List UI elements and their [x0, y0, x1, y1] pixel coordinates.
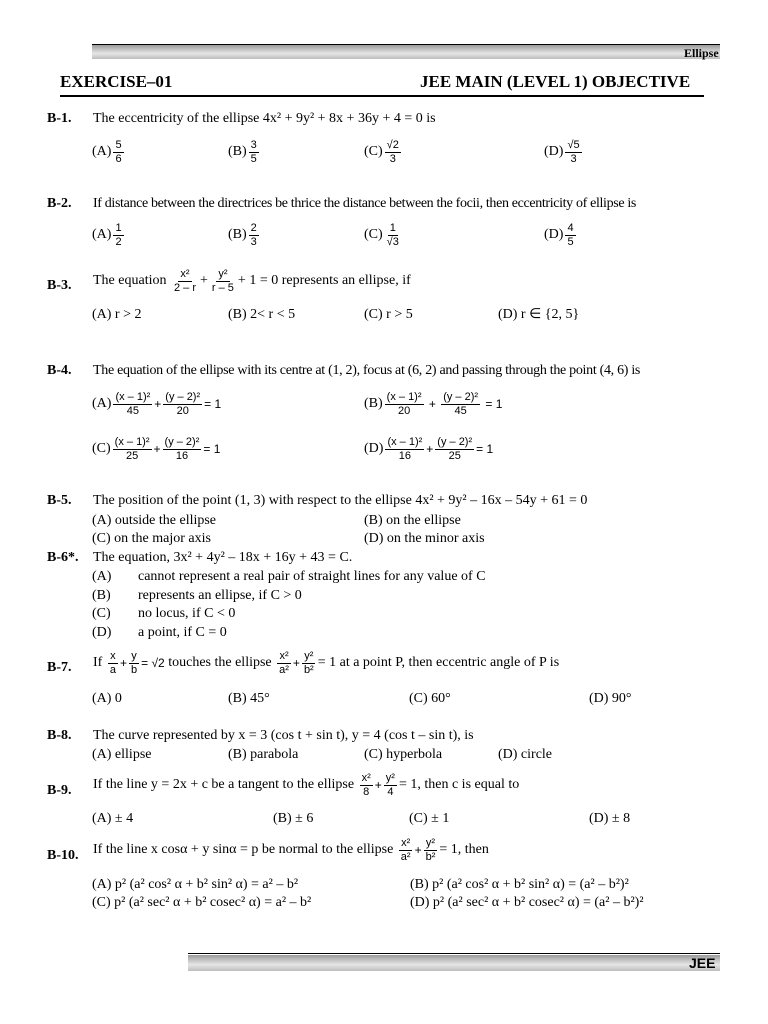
option-b — [228, 139, 261, 165]
option-c — [364, 139, 403, 165]
chapter-tag: Ellipse — [684, 46, 719, 60]
option-c: (C) 60° — [409, 691, 451, 706]
option-a-label: (A) — [92, 569, 112, 584]
question-text: The curve represented by x = 3 (cos t + sin t), y = 4 (cos t – sin t), is — [93, 728, 474, 743]
option-a — [92, 222, 126, 248]
option-d-label: (D) — [92, 625, 112, 640]
header-rule — [92, 44, 720, 45]
title-rule — [60, 95, 704, 97]
question-text: The position of the point (1, 3) with respect to the ellipse 4x² + 9y² – 16x – 54y + 61 = 0 — [93, 493, 588, 508]
question-number: B-3. — [47, 278, 72, 293]
option-b — [228, 222, 261, 248]
option-c: (C) $\frac{\text{(x – 1)²}}{25}$ + $\frac{\text{(y – 2)²}}{16}$ = 1 — [92, 436, 221, 462]
fraction: $\frac{5}{6}$ — [115, 139, 122, 165]
question-number: B-1. — [47, 111, 72, 126]
option-d — [544, 222, 578, 248]
option-a: (A) 0 — [92, 691, 122, 706]
exercise-title: EXERCISE–01 — [60, 72, 173, 91]
fraction: $\frac{\text{x²}}{2 - r}$ — [173, 268, 196, 294]
option-c: (C) r > 5 — [364, 307, 413, 322]
footer-band — [188, 955, 720, 971]
option-c: (C) on the major axis — [92, 531, 211, 546]
option-c — [364, 222, 403, 248]
question-text: The equation, 3x² + 4y² – 18x + 16y + 43 = C. — [93, 550, 353, 565]
question-text: If $\frac{x}{a}$ + $\frac{y}{b}$ = √2 touches the ellipse $\frac{\text{x²}}{\text{a²}}$ + $\frac{\text{y²}}{\text{b²}}$ = 1 at a point P, then eccentric angle of P is — [93, 650, 560, 676]
option-b: (B) $\frac{\text{(x – 1)²}}{20}$ + $\frac{\text{(y – 2)²}}{45}$ = 1 — [364, 391, 503, 417]
option-label: (B) — [364, 396, 383, 412]
option-a — [92, 139, 126, 165]
option-b-label: (B) — [92, 588, 111, 603]
option-a: (A) $\frac{\text{(x – 1)²}}{45}$ + $\frac{\text{(y – 2)²}}{20}$ = 1 — [92, 391, 222, 417]
header-band — [92, 45, 720, 59]
fraction: $\frac{3}{5}$ — [250, 139, 257, 165]
option-a: (A) ± 4 — [92, 811, 134, 826]
question-number: B-10. — [47, 848, 79, 863]
option-c: (C) ± 1 — [409, 811, 450, 826]
question-text: The equation of the ellipse with its centre at (1, 2), focus at (6, 2) and passing through the point (4, 6) is — [93, 363, 641, 378]
option-label: (D) — [544, 227, 564, 243]
option-d: (D) 90° — [589, 691, 632, 706]
question-number: B-8. — [47, 728, 72, 743]
option-c: (C) p² (a² sec² α + b² cosec² α) = a² – b² — [92, 895, 312, 910]
option-a: (A) outside the ellipse — [92, 513, 217, 528]
question-number: B-5. — [47, 493, 72, 508]
option-b: (B) on the ellipse — [364, 513, 461, 528]
fraction: $\frac{1}{√3}$ — [386, 222, 399, 248]
option-label: (A) — [92, 144, 112, 160]
fraction: $\frac{2}{3}$ — [250, 222, 257, 248]
option-label: (B) — [228, 227, 247, 243]
fraction: $\frac{√5}{3}$ — [567, 139, 580, 165]
option-b: (B) parabola — [228, 747, 299, 762]
option-label: (B) — [228, 144, 247, 160]
question-text: The equation $\frac{\text{x²}}{2 - r}$ + $\frac{\text{y²}}{r - 5}$ + 1 = 0 represents an ellipse, if — [93, 268, 411, 294]
option-label: (C) — [364, 227, 383, 243]
option-b: (B) ± 6 — [273, 811, 314, 826]
question-number: B-2. — [47, 196, 72, 211]
option-a-text: cannot represent a real pair of straight lines for any value of C — [138, 569, 486, 584]
option-label: (C) — [92, 441, 111, 457]
option-d-text: a point, if C = 0 — [138, 625, 227, 640]
option-d: (D) r ∈ {2, 5} — [498, 307, 580, 322]
option-label: (D) — [364, 441, 384, 457]
option-d: (D) circle — [498, 747, 553, 762]
question-number: B-6*. — [47, 550, 79, 565]
option-a: (A) p² (a² cos² α + b² sin² α) = a² – b² — [92, 877, 299, 892]
question-text: If the line y = 2x + c be a tangent to the ellipse $\frac{\text{x²}}{8}$ + $\frac{\text{y²}}{4}$ = 1, then c is equal to — [93, 772, 520, 798]
option-c-label: (C) — [92, 606, 111, 621]
option-label: (D) — [544, 144, 564, 160]
option-c-text: no locus, if C < 0 — [138, 606, 236, 621]
question-text: If the line x cosα + y sinα = p be normal to the ellipse $\frac{\text{x²}}{\text{a²}}$ + $\frac{\text{y²}}{\text{b²}}$ = 1, then — [93, 837, 489, 863]
fraction: $\frac{1}{2}$ — [115, 222, 122, 248]
question-number: B-9. — [47, 783, 72, 798]
footer-tag: JEE — [689, 955, 716, 971]
question-text: If distance between the directrices be thrice the distance between the focii, then eccentricity of ellipse is — [93, 196, 636, 211]
option-d: (D) on the minor axis — [364, 531, 485, 546]
question-number: B-4. — [47, 363, 72, 378]
option-d: (D) ± 8 — [589, 811, 631, 826]
option-b-text: represents an ellipse, if C > 0 — [138, 588, 302, 603]
footer-rule — [188, 953, 720, 954]
option-b: (B) p² (a² cos² α + b² sin² α) = (a² – b²)² — [410, 877, 629, 892]
option-d — [544, 139, 584, 165]
option-a: (A) ellipse — [92, 747, 152, 762]
level-title: JEE MAIN (LEVEL 1) OBJECTIVE — [420, 72, 691, 91]
option-d: (D) $\frac{\text{(x – 1)²}}{16}$ + $\frac{\text{(y – 2)²}}{25}$ = 1 — [364, 436, 494, 462]
option-a: (A) r > 2 — [92, 307, 142, 322]
option-b: (B) 45° — [228, 691, 270, 706]
option-label: (A) — [92, 227, 112, 243]
option-label: (A) — [92, 396, 112, 412]
fraction: $\frac{√2}{3}$ — [386, 139, 399, 165]
question-text: The eccentricity of the ellipse 4x² + 9y² + 8x + 36y + 4 = 0 is — [93, 111, 436, 126]
option-c: (C) hyperbola — [364, 747, 443, 762]
option-d: (D) p² (a² sec² α + b² cosec² α) = (a² – b²)² — [410, 895, 644, 910]
fraction: $\frac{4}{5}$ — [567, 222, 574, 248]
fraction: $\frac{\text{y²}}{r - 5}$ — [211, 268, 234, 294]
option-b: (B) 2< r < 5 — [228, 307, 296, 322]
question-number: B-7. — [47, 660, 72, 675]
option-label: (C) — [364, 144, 383, 160]
